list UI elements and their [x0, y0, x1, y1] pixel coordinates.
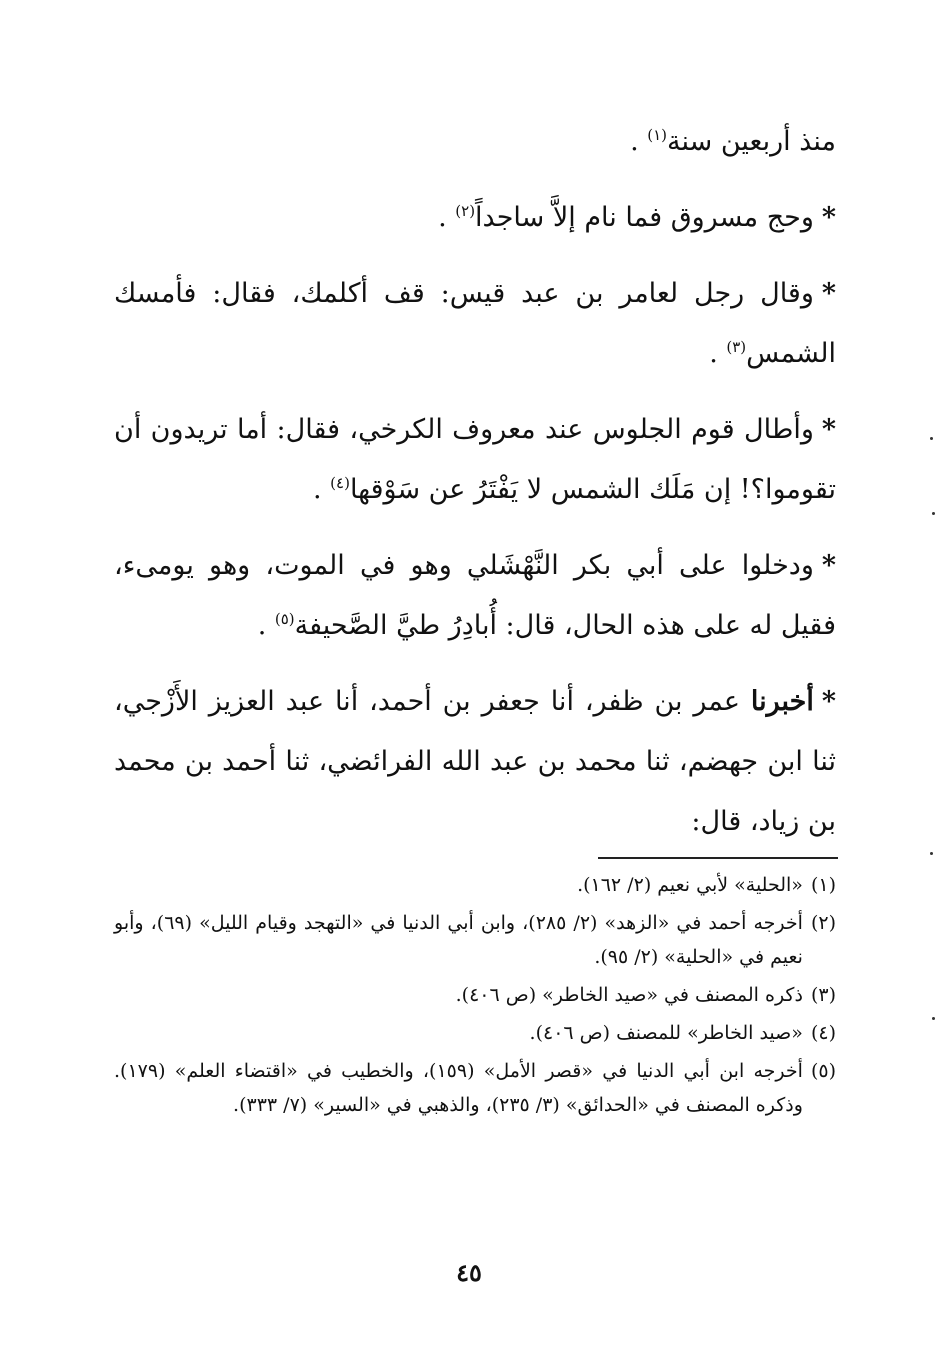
paragraph-tail: . — [257, 610, 275, 641]
paragraph-lead: أخبرنا — [750, 686, 814, 717]
paragraph-5 — [114, 536, 836, 656]
footnote-2 — [114, 906, 836, 974]
footnote-number: (٣) — [810, 984, 836, 1006]
paragraph-2 — [114, 188, 836, 248]
paragraph-text: عمر بن ظفر، أنا جعفر بن أحمد، أنا عبد العزيز الأَزْجي، ثنا ابن جهضم، ثنا محمد بن عبد الله الفرائضي، ثنا أحمد بن محمد بن زياد، قال: — [114, 686, 836, 837]
footnote-text: «صيد الخاطر» للمصنف (ص ٤٠٦). — [529, 1022, 803, 1044]
footnote-ref[interactable]: (٢) — [455, 202, 476, 220]
asterisk-bullet: * — [821, 278, 836, 309]
paragraph-tail: . — [709, 338, 727, 369]
asterisk-bullet: * — [821, 202, 836, 233]
paragraph-4 — [114, 400, 836, 520]
asterisk-bullet: * — [821, 550, 836, 581]
footnote-text: ذكره المصنف في «صيد الخاطر» (ص ٤٠٦). — [455, 984, 803, 1006]
scan-speck — [930, 437, 933, 440]
footnote-separator — [598, 857, 838, 859]
footnote-ref[interactable]: (٣) — [726, 338, 747, 356]
paragraph-3 — [114, 264, 836, 384]
paragraph-text: منذ أربعين سنة — [667, 126, 836, 157]
footnote-3 — [114, 978, 836, 1012]
paragraph-tail: . — [438, 202, 456, 233]
footnote-ref[interactable]: (١) — [647, 126, 668, 144]
footnote-number: (٤) — [810, 1022, 836, 1044]
paragraph-tail: . — [630, 126, 648, 157]
paragraph-text: ودخلوا على أبي بكر النَّهْشَلي وهو في الموت، وهو يومىء، فقيل له على هذه الحال، قال: أُبادِرُ طيَّ الصَّحيفة — [114, 550, 836, 641]
footnote-number: (٢) — [810, 912, 836, 934]
footnote-number: (١) — [810, 874, 836, 896]
footnote-ref[interactable]: (٥) — [274, 610, 295, 628]
footnote-text: أخرجه أحمد في «الزهد» (٢/ ٢٨٥)، وابن أبي الدنيا في «التهجد وقيام الليل» (٦٩)، وأبو نعيم في «الحلية» (٢/ ٩٥). — [114, 912, 803, 968]
scan-speck — [932, 512, 935, 515]
footnote-number: (٥) — [810, 1060, 836, 1082]
paragraph-tail: . — [312, 474, 331, 505]
page-number: ٤٥ — [456, 1258, 482, 1287]
paragraph-text: وحج مسروق فما نام إلاَّ ساجداً — [475, 202, 814, 233]
footnotes — [114, 868, 836, 1126]
footnote-ref[interactable]: (٤) — [330, 474, 350, 492]
paragraph-text: وأطال قوم الجلوس عند معروف الكرخي، فقال: أما تريدون أن تقوموا؟! إن مَلَك الشمس لا يَفْتَرُ عن سَوْقها — [114, 414, 836, 505]
asterisk-bullet: * — [821, 686, 836, 717]
footnote-text: أخرجه ابن أبي الدنيا في «قصر الأمل» (١٥٩)، والخطيب في «اقتضاء العلم» (١٧٩). وذكره المصنف في «الحدائق» (٣/ ٢٣٥)، والذهبي في «السير» (٧/ ٣٣٣). — [114, 1060, 803, 1116]
scan-speck — [930, 852, 933, 855]
main-text — [114, 112, 836, 852]
paragraph-6 — [114, 672, 836, 852]
footnote-4 — [114, 1016, 836, 1050]
asterisk-bullet: * — [821, 414, 836, 445]
scan-speck — [932, 1017, 935, 1020]
footnote-text: «الحلية» لأبي نعيم (٢/ ١٦٢). — [577, 874, 803, 896]
footnote-1 — [114, 868, 836, 902]
footnote-5 — [114, 1054, 836, 1122]
paragraph-text: وقال رجل لعامر بن عبد قيس: قف أكلمك، فقال: فأمسك الشمس — [114, 278, 836, 369]
paragraph-1 — [114, 112, 836, 172]
